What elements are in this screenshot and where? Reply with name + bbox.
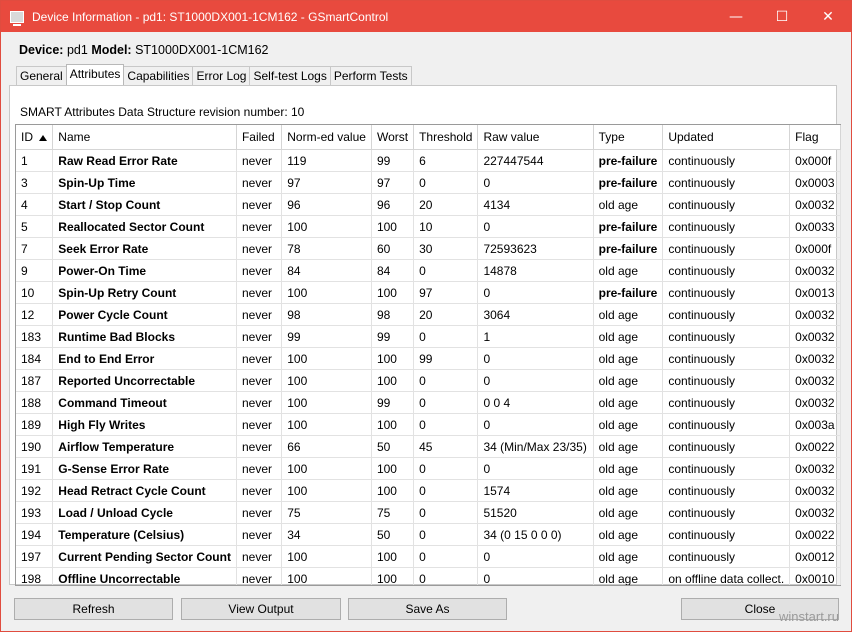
cell-raw-value: 0: [478, 458, 593, 480]
cell-id: 4: [16, 194, 53, 216]
cell-updated: continuously: [663, 282, 790, 304]
table-row[interactable]: [16, 458, 841, 480]
cell-normed-value: 75: [282, 502, 372, 524]
cell-id: 190: [16, 436, 53, 458]
cell-updated: continuously: [663, 304, 790, 326]
cell-name: Temperature (Celsius): [53, 524, 237, 546]
cell-id: 9: [16, 260, 53, 282]
cell-id: 189: [16, 414, 53, 436]
cell-updated: continuously: [663, 392, 790, 414]
cell-raw-value: 0: [478, 282, 593, 304]
cell-failed: never: [236, 502, 281, 524]
cell-id: 188: [16, 392, 53, 414]
cell-name: Offline Uncorrectable: [53, 568, 237, 587]
cell-worst: 50: [371, 524, 413, 546]
cell-type: pre-failure: [593, 216, 663, 238]
cell-id: 193: [16, 502, 53, 524]
table-row[interactable]: [16, 304, 841, 326]
tab-attributes[interactable]: Attributes: [66, 64, 125, 85]
cell-flag: 0x0032: [790, 304, 841, 326]
cell-name: Power Cycle Count: [53, 304, 237, 326]
cell-worst: 100: [371, 546, 413, 568]
cell-worst: 100: [371, 568, 413, 587]
cell-threshold: 99: [414, 348, 478, 370]
cell-type: old age: [593, 326, 663, 348]
table-row[interactable]: [16, 260, 841, 282]
tab-error-log[interactable]: Error Log: [192, 66, 250, 85]
cell-updated: continuously: [663, 194, 790, 216]
cell-flag: 0x0032: [790, 480, 841, 502]
sort-ascending-icon: [39, 135, 47, 141]
cell-flag: 0x0032: [790, 260, 841, 282]
model-value: ST1000DX001-1CM162: [135, 43, 269, 57]
cell-threshold: 20: [414, 304, 478, 326]
cell-flag: 0x0032: [790, 392, 841, 414]
cell-raw-value: 34 (0 15 0 0 0): [478, 524, 593, 546]
cell-updated: continuously: [663, 502, 790, 524]
table-header-row: [16, 125, 841, 150]
cell-flag: 0x003a: [790, 414, 841, 436]
cell-updated: continuously: [663, 436, 790, 458]
window-title: Device Information - pd1: ST1000DX001-1CM162 - GSmartControl: [32, 9, 389, 24]
cell-failed: never: [236, 282, 281, 304]
table-row[interactable]: [16, 216, 841, 238]
cell-raw-value: 14878: [478, 260, 593, 282]
cell-name: Reported Uncorrectable: [53, 370, 237, 392]
attributes-table-body: [16, 150, 841, 587]
cell-flag: 0x0032: [790, 326, 841, 348]
cell-failed: never: [236, 568, 281, 587]
cell-normed-value: 84: [282, 260, 372, 282]
cell-failed: never: [236, 260, 281, 282]
table-row[interactable]: [16, 568, 841, 587]
cell-updated: continuously: [663, 414, 790, 436]
cell-updated: on offline data collect.: [663, 568, 790, 587]
table-row[interactable]: [16, 326, 841, 348]
column-header-raw-value[interactable]: Raw value: [478, 125, 593, 150]
tab-self-test-logs[interactable]: Self-test Logs: [249, 66, 330, 85]
cell-id: 184: [16, 348, 53, 370]
table-row[interactable]: [16, 282, 841, 304]
cell-normed-value: 100: [282, 458, 372, 480]
cell-name: G-Sense Error Rate: [53, 458, 237, 480]
cell-type: old age: [593, 546, 663, 568]
table-row[interactable]: [16, 150, 841, 172]
cell-worst: 97: [371, 172, 413, 194]
title-bar[interactable]: [1, 1, 851, 32]
cell-raw-value: 0 0 4: [478, 392, 593, 414]
tab-capabilities[interactable]: Capabilities: [123, 66, 193, 85]
cell-failed: never: [236, 238, 281, 260]
cell-type: pre-failure: [593, 150, 663, 172]
cell-type: old age: [593, 458, 663, 480]
cell-updated: continuously: [663, 348, 790, 370]
cell-updated: continuously: [663, 524, 790, 546]
cell-name: Spin-Up Retry Count: [53, 282, 237, 304]
cell-raw-value: 227447544: [478, 150, 593, 172]
column-header-type[interactable]: Type: [593, 125, 663, 150]
device-info-line: [19, 43, 269, 57]
cell-flag: 0x0013: [790, 282, 841, 304]
window-controls: [713, 1, 851, 32]
cell-name: Runtime Bad Blocks: [53, 326, 237, 348]
cell-flag: 0x0003: [790, 172, 841, 194]
cell-failed: never: [236, 216, 281, 238]
cell-type: old age: [593, 502, 663, 524]
table-row[interactable]: [16, 370, 841, 392]
cell-type: old age: [593, 436, 663, 458]
cell-threshold: 0: [414, 326, 478, 348]
cell-threshold: 0: [414, 370, 478, 392]
cell-raw-value: 4134: [478, 194, 593, 216]
cell-type: pre-failure: [593, 238, 663, 260]
device-label: Device:: [19, 43, 64, 57]
table-row[interactable]: [16, 524, 841, 546]
cell-threshold: 30: [414, 238, 478, 260]
cell-id: 1: [16, 150, 53, 172]
column-header-updated[interactable]: Updated: [663, 125, 790, 150]
table-row[interactable]: [16, 194, 841, 216]
cell-updated: continuously: [663, 370, 790, 392]
cell-raw-value: 0: [478, 348, 593, 370]
cell-raw-value: 3064: [478, 304, 593, 326]
cell-updated: continuously: [663, 216, 790, 238]
save-as-button[interactable]: Save As: [348, 598, 507, 620]
cell-type: old age: [593, 524, 663, 546]
table-row[interactable]: [16, 546, 841, 568]
cell-id: 197: [16, 546, 53, 568]
cell-threshold: 0: [414, 414, 478, 436]
column-header-worst[interactable]: Worst: [371, 125, 413, 150]
cell-failed: never: [236, 194, 281, 216]
cell-flag: 0x0032: [790, 502, 841, 524]
cell-threshold: 0: [414, 568, 478, 587]
attributes-table: [16, 125, 841, 586]
device-value: pd1: [66, 43, 88, 57]
cell-name: Power-On Time: [53, 260, 237, 282]
cell-id: 12: [16, 304, 53, 326]
cell-threshold: 45: [414, 436, 478, 458]
cell-failed: never: [236, 546, 281, 568]
cell-normed-value: 100: [282, 392, 372, 414]
table-row[interactable]: [16, 238, 841, 260]
cell-worst: 99: [371, 326, 413, 348]
cell-failed: never: [236, 304, 281, 326]
cell-flag: 0x0012: [790, 546, 841, 568]
column-header-id[interactable]: ID: [16, 125, 53, 150]
cell-threshold: 0: [414, 546, 478, 568]
cell-type: old age: [593, 304, 663, 326]
cell-normed-value: 100: [282, 216, 372, 238]
cell-raw-value: 0: [478, 216, 593, 238]
cell-name: Command Timeout: [53, 392, 237, 414]
cell-normed-value: 78: [282, 238, 372, 260]
cell-flag: 0x000f: [790, 150, 841, 172]
cell-name: Current Pending Sector Count: [53, 546, 237, 568]
maximize-button[interactable]: ☐: [775, 8, 789, 25]
cell-threshold: 0: [414, 480, 478, 502]
cell-normed-value: 100: [282, 282, 372, 304]
cell-threshold: 0: [414, 524, 478, 546]
cell-id: 7: [16, 238, 53, 260]
cell-failed: never: [236, 480, 281, 502]
cell-name: Start / Stop Count: [53, 194, 237, 216]
cell-name: High Fly Writes: [53, 414, 237, 436]
cell-updated: continuously: [663, 150, 790, 172]
cell-failed: never: [236, 436, 281, 458]
column-header-name[interactable]: Name: [53, 125, 237, 150]
cell-worst: 99: [371, 392, 413, 414]
cell-failed: never: [236, 458, 281, 480]
cell-type: old age: [593, 194, 663, 216]
cell-updated: continuously: [663, 546, 790, 568]
cell-worst: 75: [371, 502, 413, 524]
cell-worst: 100: [371, 282, 413, 304]
cell-normed-value: 100: [282, 348, 372, 370]
cell-failed: never: [236, 348, 281, 370]
cell-worst: 100: [371, 216, 413, 238]
cell-type: old age: [593, 392, 663, 414]
cell-threshold: 0: [414, 172, 478, 194]
table-row[interactable]: [16, 480, 841, 502]
cell-name: Airflow Temperature: [53, 436, 237, 458]
cell-name: Head Retract Cycle Count: [53, 480, 237, 502]
cell-worst: 98: [371, 304, 413, 326]
cell-threshold: 20: [414, 194, 478, 216]
cell-flag: 0x0022: [790, 436, 841, 458]
cell-id: 194: [16, 524, 53, 546]
cell-flag: 0x0033: [790, 216, 841, 238]
column-header-failed[interactable]: Failed: [236, 125, 281, 150]
cell-name: Spin-Up Time: [53, 172, 237, 194]
cell-id: 10: [16, 282, 53, 304]
revision-text: SMART Attributes Data Structure revision number: 10: [20, 105, 305, 119]
cell-flag: 0x0032: [790, 194, 841, 216]
column-header-threshold[interactable]: Threshold: [414, 125, 478, 150]
cell-id: 3: [16, 172, 53, 194]
cell-raw-value: 1574: [478, 480, 593, 502]
cell-failed: never: [236, 392, 281, 414]
cell-name: Load / Unload Cycle: [53, 502, 237, 524]
cell-id: 198: [16, 568, 53, 587]
cell-failed: never: [236, 524, 281, 546]
cell-threshold: 10: [414, 216, 478, 238]
cell-normed-value: 66: [282, 436, 372, 458]
computer-icon: [10, 11, 24, 23]
cell-updated: continuously: [663, 480, 790, 502]
cell-worst: 100: [371, 480, 413, 502]
table-row[interactable]: [16, 392, 841, 414]
minimize-button[interactable]: —: [729, 8, 743, 25]
cell-type: old age: [593, 260, 663, 282]
cell-flag: 0x000f: [790, 238, 841, 260]
cell-threshold: 6: [414, 150, 478, 172]
cell-flag: 0x0032: [790, 458, 841, 480]
cell-raw-value: 0: [478, 370, 593, 392]
cell-updated: continuously: [663, 260, 790, 282]
cell-name: Raw Read Error Rate: [53, 150, 237, 172]
cell-normed-value: 98: [282, 304, 372, 326]
cell-worst: 100: [371, 348, 413, 370]
table-row[interactable]: [16, 172, 841, 194]
cell-worst: 50: [371, 436, 413, 458]
cell-id: 191: [16, 458, 53, 480]
table-row[interactable]: [16, 414, 841, 436]
cell-flag: 0x0010: [790, 568, 841, 587]
cell-type: old age: [593, 568, 663, 587]
cell-failed: never: [236, 370, 281, 392]
close-window-button[interactable]: ✕: [822, 8, 834, 25]
cell-updated: continuously: [663, 458, 790, 480]
cell-threshold: 0: [414, 458, 478, 480]
cell-failed: never: [236, 414, 281, 436]
cell-normed-value: 97: [282, 172, 372, 194]
cell-normed-value: 100: [282, 480, 372, 502]
table-row[interactable]: [16, 436, 841, 458]
cell-type: old age: [593, 348, 663, 370]
cell-failed: never: [236, 150, 281, 172]
cell-updated: continuously: [663, 238, 790, 260]
table-row[interactable]: [16, 348, 841, 370]
cell-normed-value: 119: [282, 150, 372, 172]
attributes-table-container[interactable]: [15, 124, 841, 586]
view-output-button[interactable]: View Output: [181, 598, 341, 620]
cell-raw-value: 0: [478, 546, 593, 568]
cell-raw-value: 34 (Min/Max 23/35): [478, 436, 593, 458]
cell-failed: never: [236, 172, 281, 194]
cell-threshold: 0: [414, 392, 478, 414]
cell-type: pre-failure: [593, 282, 663, 304]
cell-name: End to End Error: [53, 348, 237, 370]
cell-worst: 100: [371, 414, 413, 436]
column-header-normed-value[interactable]: Norm-ed value: [282, 125, 372, 150]
tab-perform-tests[interactable]: Perform Tests: [330, 66, 412, 85]
cell-normed-value: 34: [282, 524, 372, 546]
cell-type: old age: [593, 370, 663, 392]
cell-name: Reallocated Sector Count: [53, 216, 237, 238]
cell-id: 5: [16, 216, 53, 238]
cell-normed-value: 100: [282, 370, 372, 392]
column-header-flag[interactable]: Flag: [790, 125, 841, 150]
tab-general[interactable]: General: [16, 66, 67, 85]
cell-flag: 0x0032: [790, 370, 841, 392]
cell-raw-value: 0: [478, 172, 593, 194]
cell-raw-value: 0: [478, 414, 593, 436]
cell-type: old age: [593, 480, 663, 502]
attributes-panel: [9, 85, 837, 585]
cell-updated: continuously: [663, 326, 790, 348]
cell-worst: 100: [371, 458, 413, 480]
cell-normed-value: 96: [282, 194, 372, 216]
cell-worst: 99: [371, 150, 413, 172]
cell-raw-value: 51520: [478, 502, 593, 524]
cell-raw-value: 72593623: [478, 238, 593, 260]
cell-threshold: 0: [414, 502, 478, 524]
cell-worst: 96: [371, 194, 413, 216]
cell-type: pre-failure: [593, 172, 663, 194]
cell-threshold: 0: [414, 260, 478, 282]
tab-bar: [16, 66, 411, 85]
close-button[interactable]: Close: [681, 598, 839, 620]
cell-raw-value: 0: [478, 568, 593, 587]
cell-id: 187: [16, 370, 53, 392]
cell-worst: 84: [371, 260, 413, 282]
cell-flag: 0x0032: [790, 348, 841, 370]
table-row[interactable]: [16, 502, 841, 524]
watermark: winstart.ru: [779, 609, 839, 624]
cell-normed-value: 99: [282, 326, 372, 348]
cell-id: 183: [16, 326, 53, 348]
cell-type: old age: [593, 414, 663, 436]
cell-failed: never: [236, 326, 281, 348]
cell-raw-value: 1: [478, 326, 593, 348]
cell-threshold: 97: [414, 282, 478, 304]
cell-worst: 60: [371, 238, 413, 260]
cell-name: Seek Error Rate: [53, 238, 237, 260]
model-label: Model:: [91, 43, 132, 57]
cell-id: 192: [16, 480, 53, 502]
cell-normed-value: 100: [282, 568, 372, 587]
cell-updated: continuously: [663, 172, 790, 194]
cell-flag: 0x0022: [790, 524, 841, 546]
cell-normed-value: 100: [282, 414, 372, 436]
cell-worst: 100: [371, 370, 413, 392]
refresh-button[interactable]: Refresh: [14, 598, 173, 620]
cell-normed-value: 100: [282, 546, 372, 568]
